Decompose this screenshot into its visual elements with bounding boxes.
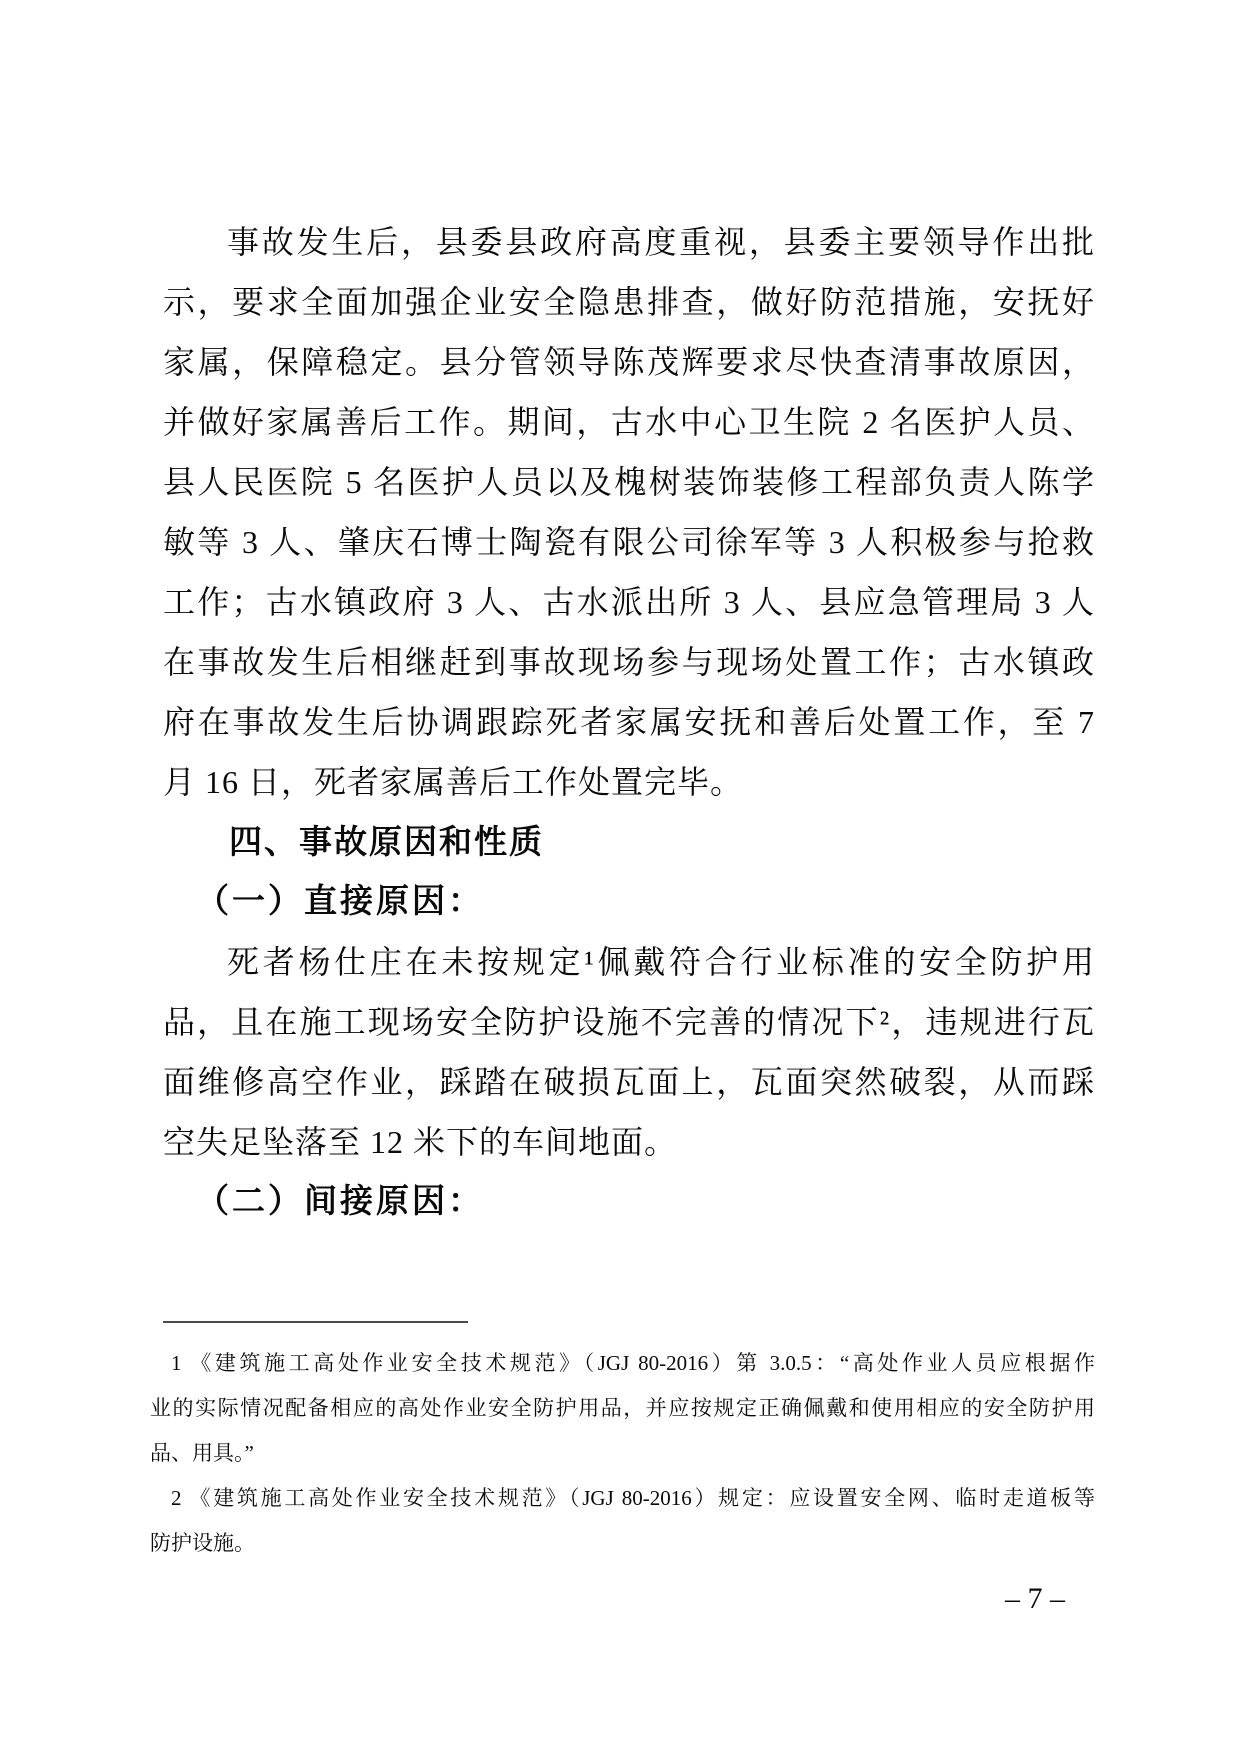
footnotes [150, 1341, 1095, 1566]
sub-heading-indirect-cause: （二）间接原因： [196, 1184, 484, 1220]
direct-cause-line: 面维修高空作业，踩踏在破损瓦面上，瓦面突然破裂，从而踩 [163, 1064, 1095, 1100]
footnote-separator [163, 1321, 468, 1323]
footnote-1-line: 品、用具。” [150, 1441, 254, 1465]
body-paragraph-line: 事故发生后，县委县政府高度重视，县委主要领导作出批 [227, 224, 1095, 260]
direct-cause-line: 死者杨仕庄在未按规定¹佩戴符合行业标准的安全防护用 [227, 944, 1095, 980]
body-paragraph-line: 并做好家属善后工作。期间，古水中心卫生院 2 名医护人员、 [163, 404, 1095, 440]
body-paragraph-line: 示，要求全面加强企业安全隐患排查，做好防范措施，安抚好 [163, 284, 1095, 320]
direct-cause-line: 品，且在施工现场安全防护设施不完善的情况下²，违规进行瓦 [163, 1004, 1095, 1040]
body-paragraph-line: 月 16 日，死者家属善后工作处置完毕。 [163, 764, 744, 800]
document-body [163, 212, 1095, 1232]
sub-heading-direct-cause: （一）直接原因： [196, 884, 484, 920]
section-heading-causes: 四、事故原因和性质 [229, 823, 544, 860]
body-paragraph-line: 敏等 3 人、肇庆石博士陶瓷有限公司徐军等 3 人积极参与抢救 [163, 524, 1095, 560]
footnote-1-line: 1 《建筑施工高处作业安全技术规范》（JGJ 80-2016）第 3.0.5：“高处作业人员应根据作 [171, 1351, 1095, 1375]
direct-cause-line: 空失足坠落至 12 米下的车间地面。 [163, 1124, 678, 1160]
page-number: – 7 – [1005, 1582, 1065, 1615]
footnote-2-line: 2 《建筑施工高处作业安全技术规范》（JGJ 80-2016）规定：应设置安全网、临时走道板等 [171, 1486, 1095, 1510]
body-paragraph-line: 在事故发生后相继赶到事故现场参与现场处置工作；古水镇政 [163, 644, 1095, 680]
body-paragraph-line: 府在事故发生后协调跟踪死者家属安抚和善后处置工作，至 7 [163, 704, 1095, 740]
body-paragraph-line: 工作；古水镇政府 3 人、古水派出所 3 人、县应急管理局 3 人 [163, 584, 1095, 620]
footnote-2-line: 防护设施。 [150, 1531, 255, 1555]
body-paragraph-line: 家属，保障稳定。县分管领导陈茂辉要求尽快查清事故原因， [163, 344, 1095, 380]
body-paragraph-line: 县人民医院 5 名医护人员以及槐树装饰装修工程部负责人陈学 [163, 464, 1095, 500]
footnote-1-line: 业的实际情况配备相应的高处作业安全防护用品，并应按规定正确佩戴和使用相应的安全防护用 [150, 1396, 1095, 1420]
